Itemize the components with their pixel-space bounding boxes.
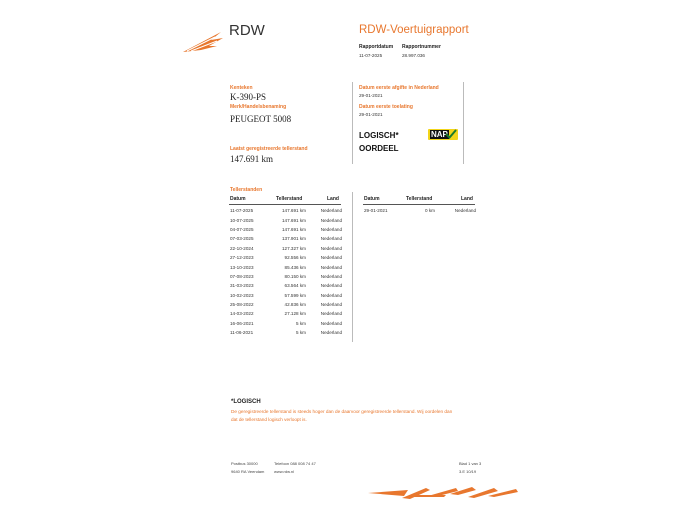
right-readings-table [364, 206, 476, 215]
reading-km: 127.327 km [281, 245, 306, 251]
vertical-divider-right [463, 82, 464, 164]
vertical-divider-table [352, 192, 353, 342]
reading-km: 5 km [296, 330, 306, 336]
reading-country: Nederland [320, 236, 342, 242]
left-col-date: Datum [230, 196, 246, 202]
table-row [230, 300, 342, 309]
first-nl-value: 29-01-2021 [359, 93, 383, 98]
reading-km: 92.556 km [284, 255, 306, 261]
right-col-date: Datum [364, 196, 380, 202]
reading-country: Nederland [320, 292, 342, 298]
reading-date: 29-01-2021 [364, 208, 388, 214]
reading-date: 14-03-2022 [230, 311, 254, 317]
table-row [230, 253, 342, 262]
plate-label: Kenteken [230, 85, 253, 91]
reading-country: Nederland [320, 255, 342, 261]
vertical-divider [352, 82, 353, 164]
footer-address-2: 9640 RA Veendam [231, 469, 265, 474]
brand-name: RDW [229, 22, 265, 39]
footer-code: 3.E 10/19 [459, 469, 477, 474]
reading-country: Nederland [320, 273, 342, 279]
left-col-reading: Tellerstand [276, 196, 303, 202]
mileage-label: Laatst geregistreerde tellerstand [230, 146, 308, 152]
table-row [230, 234, 342, 243]
mileage-value: 147.691 km [230, 154, 274, 164]
reading-country: Nederland [320, 330, 342, 336]
table-row [230, 206, 342, 215]
right-table-rule [363, 204, 475, 205]
footer-web: www.rdw.nl [274, 469, 295, 474]
footer-address-1: Postbus 30000 [231, 461, 258, 466]
reading-km: 147.691 km [281, 226, 306, 232]
table-row [230, 262, 342, 271]
reading-country: Nederland [320, 226, 342, 232]
reading-country: Nederland [320, 245, 342, 251]
verdict-line-1: LOGISCH* [359, 131, 399, 140]
footer-phone: Telefoon 088 008 74 47 [274, 461, 316, 466]
right-col-reading: Tellerstand [406, 196, 433, 202]
table-row [230, 291, 342, 300]
table-row [230, 281, 342, 290]
report-date-value: 11-07-2025 [359, 53, 383, 58]
reading-date: 31-03-2023 [230, 283, 254, 289]
rdw-logo [181, 28, 225, 54]
reading-country: Nederland [454, 208, 476, 214]
rdw-wing-icon [181, 28, 225, 54]
reading-country: Nederland [320, 320, 342, 326]
report-title: RDW-Voertuigrapport [359, 24, 469, 36]
left-table-rule [229, 204, 341, 205]
footnote-line-2: dat de tellerstand logisch verloopt is. [231, 417, 307, 422]
report-date-label: Rapportdatum [359, 44, 394, 50]
table-row [230, 319, 342, 328]
reading-country: Nederland [320, 283, 342, 289]
report-number-value: 28.997.036 [402, 53, 425, 58]
verdict-line-2: OORDEEL [359, 144, 399, 153]
nap-text: NAP [431, 130, 448, 139]
make-label: Merk/Handelsbenaming [230, 104, 287, 110]
reading-km: 42.836 km [284, 302, 306, 308]
reading-km: 80.150 km [284, 273, 306, 279]
table-row [230, 272, 342, 281]
report-number-label: Rapportnummer [402, 44, 441, 50]
reading-country: Nederland [320, 302, 342, 308]
table-row [230, 215, 342, 224]
right-col-country: Land [461, 196, 473, 202]
reading-date: 04-07-2025 [230, 226, 254, 232]
reading-date: 13-10-2023 [230, 264, 254, 270]
left-col-country: Land [327, 196, 339, 202]
table-row [230, 328, 342, 337]
reading-country: Nederland [320, 264, 342, 270]
table-row [230, 225, 342, 234]
reading-date: 27-12-2023 [230, 255, 254, 261]
reading-date: 11-07-2025 [230, 208, 254, 214]
first-admission-label: Datum eerste toelating [359, 104, 413, 110]
footnote-line-1: De geregistreerde tellerstand is steeds hoger dan de daarvoor geregistreerde tellerstand. Wij oordelen dan [231, 409, 453, 414]
decorative-stripes [368, 484, 520, 502]
table-row [364, 206, 476, 215]
reading-country: Nederland [320, 208, 342, 214]
checkmark-icon [445, 129, 457, 139]
first-admission-value: 29-01-2021 [359, 112, 383, 117]
plate-value: K-390-PS [230, 92, 267, 102]
reading-country: Nederland [320, 217, 342, 223]
reading-km: 147.691 km [281, 208, 306, 214]
reading-date: 07-08-2023 [230, 273, 254, 279]
reading-country: Nederland [320, 311, 342, 317]
reading-date: 10-07-2025 [230, 217, 254, 223]
reading-date: 25-08-2022 [230, 302, 254, 308]
reading-km: 137.901 km [281, 236, 306, 242]
reading-date: 11-06-2021 [230, 330, 254, 336]
footnote-title: *LOGISCH [231, 399, 261, 405]
left-readings-table [230, 206, 342, 337]
reading-km: 85.436 km [284, 264, 306, 270]
readings-title: Tellerstanden [230, 187, 263, 193]
nap-badge [428, 129, 458, 140]
table-row [230, 244, 342, 253]
reading-km: 0 km [425, 208, 435, 214]
reading-date: 07-03-2025 [230, 236, 254, 242]
make-value: PEUGEOT 5008 [230, 114, 292, 124]
reading-date: 22-10-2024 [230, 245, 254, 251]
reading-km: 57.599 km [284, 292, 306, 298]
reading-km: 27.128 km [284, 311, 306, 317]
reading-date: 16-06-2021 [230, 320, 254, 326]
reading-date: 10-02-2023 [230, 292, 254, 298]
footer-page: Blad 1 van 3 [459, 461, 482, 466]
reading-km: 63.564 km [284, 283, 306, 289]
first-nl-label: Datum eerste afgifte in Nederland [359, 85, 439, 91]
reading-km: 5 km [296, 320, 306, 326]
reading-km: 147.691 km [281, 217, 306, 223]
table-row [230, 309, 342, 318]
